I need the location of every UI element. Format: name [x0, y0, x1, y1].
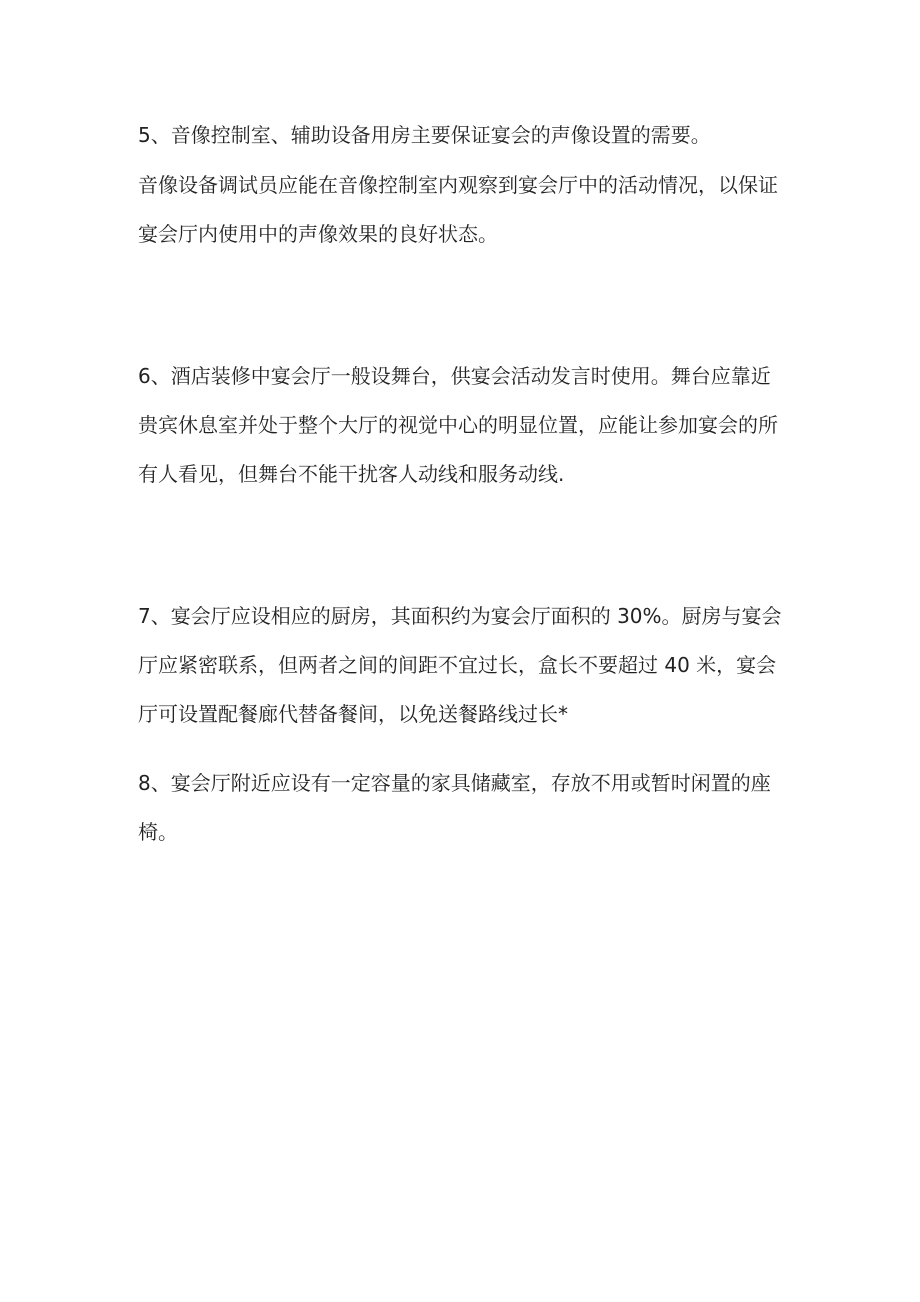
item-7-line-3: 厅可设置配餐廊代替备餐间，以免送餐路线过长* [138, 702, 568, 726]
item-5-line-2: 音像设备调试员应能在音像控制室内观察到宴会厅中的活动情况，以保证 [138, 173, 778, 197]
item-8-line-1: 8、宴会厅附近应设有一定容量的家具储藏室，存放不用或暂时闲置的座 [138, 771, 771, 795]
item-5-line-1: 5、音像控制室、辅助设备用房主要保证宴会的声像设置的需要。 [138, 123, 711, 147]
item-6-line-1: 6、酒店装修中宴会厅一般设舞台，供宴会活动发言时使用。舞台应靠近 [138, 364, 771, 388]
item-7-line-2: 厅应紧密联系，但两者之间的间距不宜过长，盒长不要超过 40 米，宴会 [138, 653, 777, 677]
item-8-line-2: 椅。 [138, 820, 178, 844]
item-6-line-2: 贵宾休息室并处于整个大厅的视觉中心的明显位置，应能让参加宴会的所 [138, 413, 778, 437]
item-7-line-1: 7、宴会厅应设相应的厨房，其面积约为宴会厅面积的 30%。厨房与宴会 [138, 604, 782, 628]
item-6-line-3: 有人看见，但舞台不能干扰客人动线和服务动线. [138, 462, 565, 486]
item-5-line-3: 宴会厅内使用中的声像效果的良好状态。 [138, 222, 498, 246]
